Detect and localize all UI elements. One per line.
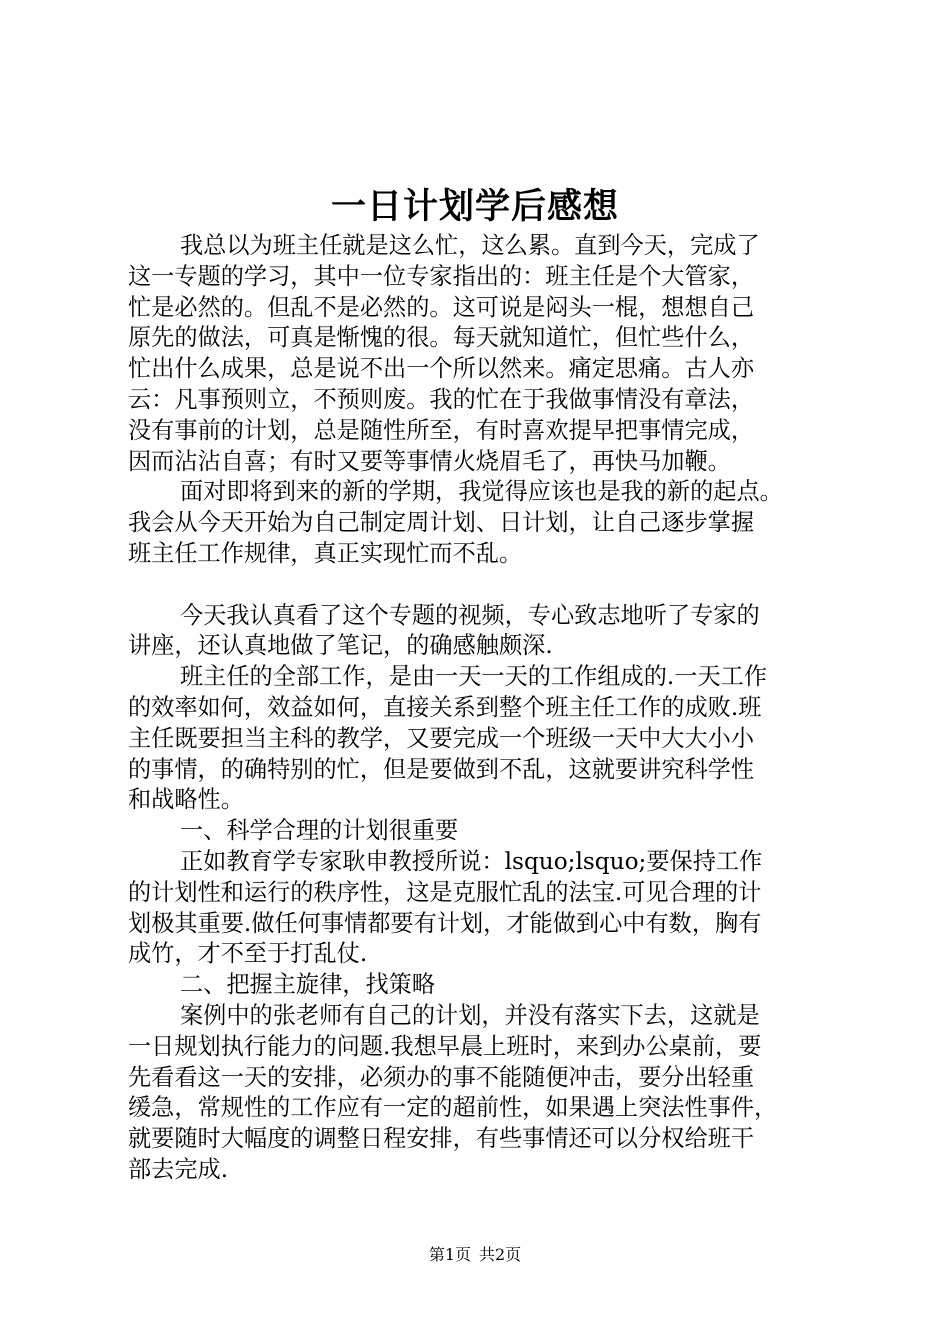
text-line: 忙出什么成果，总是说不出一个所以然来。痛定思痛。古人亦 (128, 355, 755, 383)
text-line: 讲座，还认真地做了笔记，的确感触颇深. (128, 632, 553, 660)
text-line: 部去完成. (128, 1155, 229, 1183)
text-line: 一日规划执行能力的问题.我想早晨上班时，来到办公桌前，要 (128, 1032, 762, 1060)
text-line: 我总以为班主任就是这么忙，这么累。直到今天，完成了 (180, 232, 760, 259)
text-line: 今天我认真看了这个专题的视频，专心致志地听了专家的 (180, 601, 760, 629)
text-line: 忙是必然的。但乱不是必然的。这可说是闷头一棍，想想自己 (128, 293, 755, 321)
document-title: 一日计划学后感想 (330, 186, 619, 227)
text-line: 的计划性和运行的秩序性，这是克服忙乱的法宝.可见合理的计 (128, 878, 762, 906)
text-line: 面对即将到来的新的学期，我觉得应该也是我的新的起点。 (180, 478, 783, 506)
text-line: 主任既要担当主科的教学，又要完成一个班级一天中大大小小 (128, 724, 755, 752)
page-number-total: 共2页 (479, 1245, 522, 1264)
text-line: 原先的做法，可真是惭愧的很。每天就知道忙，但忙些什么， (128, 324, 755, 352)
section-heading: 二、把握主旋律，找策略 (180, 971, 436, 999)
text-line: 这一专题的学习，其中一位专家指出的：班主任是个大管家， (128, 262, 755, 290)
page-footer (0, 1244, 950, 1266)
paragraph-gap (128, 570, 840, 601)
text-line: 划极其重要.做任何事情都要有计划，才能做到心中有数，胸有 (128, 909, 762, 937)
section-heading: 一、科学合理的计划很重要 (180, 817, 459, 845)
text-line: 没有事前的计划，总是随性所至，有时喜欢提早把事情完成， (128, 416, 755, 444)
text-line: 班主任的全部工作，是由一天一天的工作组成的.一天工作 (180, 663, 768, 691)
document-body (128, 231, 840, 1186)
text-line: 的事情，的确特别的忙，但是要做到不乱，这就要讲究科学性 (128, 755, 755, 783)
text-line: 我会从今天开始为自己制定周计划、日计划，让自己逐步掌握 (128, 509, 755, 537)
text-line: 的效率如何，效益如何，直接关系到整个班主任工作的成败.班 (128, 693, 762, 721)
text-line: 班主任工作规律，真正实现忙而不乱。 (128, 539, 523, 567)
text-line: 先看看这一天的安排，必须办的事不能随便冲击，要分出轻重 (128, 1063, 755, 1091)
text-line: 案例中的张老师有自己的计划，并没有落实下去，这就是 (180, 1001, 760, 1029)
text-line: 就要随时大幅度的调整日程安排，有些事情还可以分权给班干 (128, 1125, 755, 1153)
text-line: 和战略性。 (128, 786, 244, 814)
page-number-current: 第1页 (428, 1245, 471, 1264)
text-line: 因而沾沾自喜；有时又要等事情火烧眉毛了，再快马加鞭。 (128, 447, 731, 475)
text-line: 缓急，常规性的工作应有一定的超前性，如果遇上突法性事件， (128, 1094, 778, 1122)
text-line: 正如教育学专家耿申教授所说：lsquo;lsquo;要保持工作 (180, 847, 763, 875)
text-line: 成竹，才不至于打乱仗. (128, 940, 368, 968)
text-line: 云：凡事预则立，不预则废。我的忙在于我做事情没有章法， (128, 385, 755, 413)
